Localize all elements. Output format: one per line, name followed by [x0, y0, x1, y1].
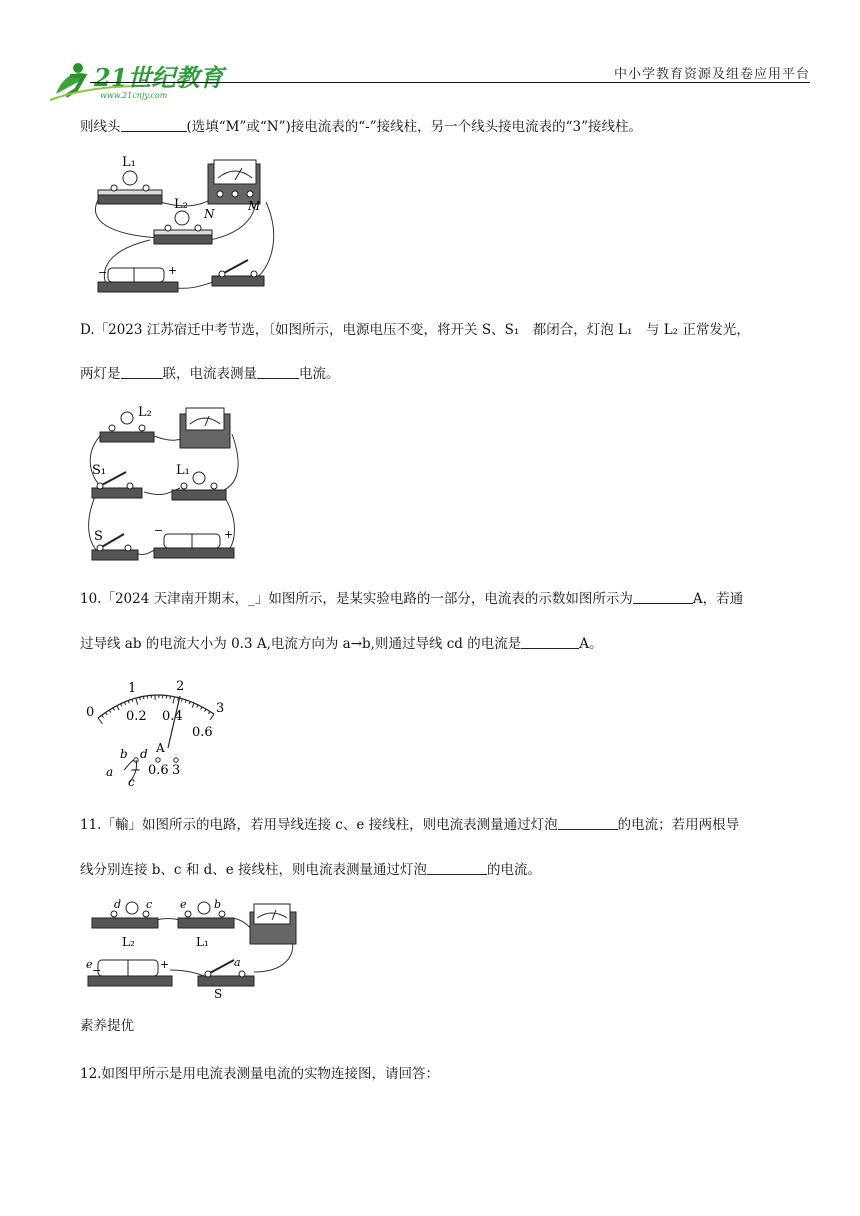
scale-top-3: 3	[216, 701, 225, 716]
dial-tick	[197, 705, 198, 708]
dial-tick	[210, 714, 214, 720]
label-plus: +	[160, 958, 170, 971]
dial-tick	[109, 710, 111, 713]
qD-line2	[80, 364, 815, 384]
label-m: M	[248, 199, 261, 213]
label-s: S	[214, 987, 223, 1000]
dial-tick	[185, 700, 186, 703]
q11-text-c: 线分别连接 b、c 和 d、e 接线柱，则电流表测量通过灯泡	[80, 862, 427, 878]
scale-bottom-04: 0.4	[162, 709, 183, 724]
answer-blank	[427, 860, 487, 875]
qD-text-c: 电流。	[299, 366, 340, 382]
label-plus: +	[224, 528, 234, 541]
q11-text-d: 的电流。	[487, 862, 541, 878]
q11-text-a: 11.「輸」如图所示的电路，若用导线连接 c、e 接线柱，则电流表测量通过灯泡	[80, 817, 558, 833]
label-e-top: e	[180, 898, 187, 911]
svg-text:www.21cnjy.com: www.21cnjy.com	[100, 91, 168, 100]
dial-tick	[143, 696, 144, 699]
dial-tick	[105, 713, 107, 715]
q11-text-b: 的电流；若用两根导	[617, 817, 740, 833]
circuit-figure-q11	[84, 896, 300, 1000]
label-b: b	[214, 898, 222, 911]
q9-text-a: 则线头	[80, 119, 121, 135]
platform-name: 中小学教育资源及组卷应用平台	[613, 67, 810, 82]
dial-tick	[208, 711, 210, 714]
svg-text:21世纪教育: 21世纪教育	[94, 63, 224, 92]
circuit-figure-qD	[84, 402, 244, 570]
meter-symbol: A	[156, 741, 165, 755]
dial-tick	[136, 698, 138, 705]
dial-tick	[201, 707, 202, 710]
label-l2: L₂	[174, 197, 188, 212]
label-minus: −	[98, 266, 108, 279]
dial-tick	[173, 697, 174, 704]
dial-tick	[113, 708, 115, 711]
dial-tick	[189, 701, 190, 704]
label-l1: L₁	[122, 155, 136, 170]
answer-blank	[521, 634, 579, 649]
ammeter-dial-figure	[84, 674, 234, 786]
circuit-figure-q9	[88, 150, 278, 298]
header-rule	[90, 82, 810, 83]
terminal-06: 0.6	[148, 763, 169, 778]
wire-label-b: b	[120, 747, 128, 761]
section-title: 素养提优	[80, 1018, 134, 1034]
q10-line1	[80, 589, 815, 609]
logo	[48, 56, 248, 102]
wire-label-a: a	[106, 765, 114, 779]
label-l1: L₁	[196, 935, 209, 949]
q10-text-c: 过导线 ab 的电流大小为 0.3 A,电流方向为 a→b,则通过导线 cd 的电流是	[80, 636, 522, 652]
label-d: d	[114, 898, 122, 911]
scale-bottom-02: 0.2	[126, 709, 147, 724]
q11-line1	[80, 815, 815, 835]
dial-tick	[140, 697, 141, 700]
terminal-minus: −	[130, 763, 141, 778]
label-c: c	[146, 898, 153, 911]
scale-top-1: 1	[128, 681, 137, 696]
answer-blank	[121, 364, 163, 379]
scale-top-0: 0	[86, 705, 95, 720]
answer-blank	[558, 815, 618, 830]
q9-text-b: (选填“M”或“N”)接电流表的“-”接线柱，另一个线头接电流表的“3”接线柱。	[186, 119, 643, 135]
q9-text	[80, 117, 815, 137]
dial-tick	[178, 698, 179, 701]
scale-bottom-06: 0.6	[192, 725, 213, 740]
dial-tick	[181, 699, 182, 702]
dial-tick	[128, 701, 129, 704]
label-e: e	[86, 958, 93, 971]
answer-blank	[121, 117, 187, 132]
label-s: S	[94, 529, 103, 544]
label-minus: −	[92, 964, 102, 977]
scale-top-2: 2	[176, 679, 185, 694]
q12-text: 12.如图甲所示是用电流表测量电流的实物连接图，请回答：	[80, 1066, 439, 1082]
dial-tick	[117, 706, 119, 710]
label-l2: L₂	[138, 405, 152, 420]
label-a: a	[234, 956, 241, 969]
q11-line2	[80, 860, 815, 880]
qD-line1: D.「2023 江苏宿迁中考节选，〔如图所示，电源电压不变，将开关 S、S₁ 都闭合，灯泡 L₁ 与 L₂ 正常发光，	[80, 322, 750, 338]
label-n: N	[204, 207, 215, 221]
dial-tick	[102, 715, 104, 717]
wire-label-c: c	[128, 775, 135, 786]
dial-tick	[121, 704, 122, 707]
q10-text-b: A，若通	[692, 591, 744, 607]
answer-blank	[257, 364, 299, 379]
qD-text-b: 联，电流表测量	[162, 366, 257, 382]
label-l1: L₁	[176, 463, 190, 478]
wire-label-d: d	[140, 747, 148, 761]
dial-tick	[205, 709, 206, 712]
page-header	[40, 54, 810, 104]
terminal-3: 3	[172, 763, 181, 778]
label-plus: +	[168, 264, 178, 277]
label-l2: L₂	[122, 935, 135, 949]
dial-tick	[124, 702, 125, 705]
answer-blank	[633, 589, 693, 604]
label-s1: S₁	[92, 463, 107, 478]
label-minus: −	[154, 524, 164, 537]
dial-tick	[132, 699, 133, 702]
q10-text-a: 10.「2024 天津南开期末，_」如图所示，是某实验电路的一部分，电流表的示数如图所示为	[80, 591, 633, 607]
q10-line2	[80, 634, 815, 654]
q10-text-d: A。	[579, 636, 603, 652]
dial-tick	[192, 703, 194, 708]
dial-tick	[98, 718, 102, 724]
qD-text-a: 两灯是	[80, 366, 121, 382]
